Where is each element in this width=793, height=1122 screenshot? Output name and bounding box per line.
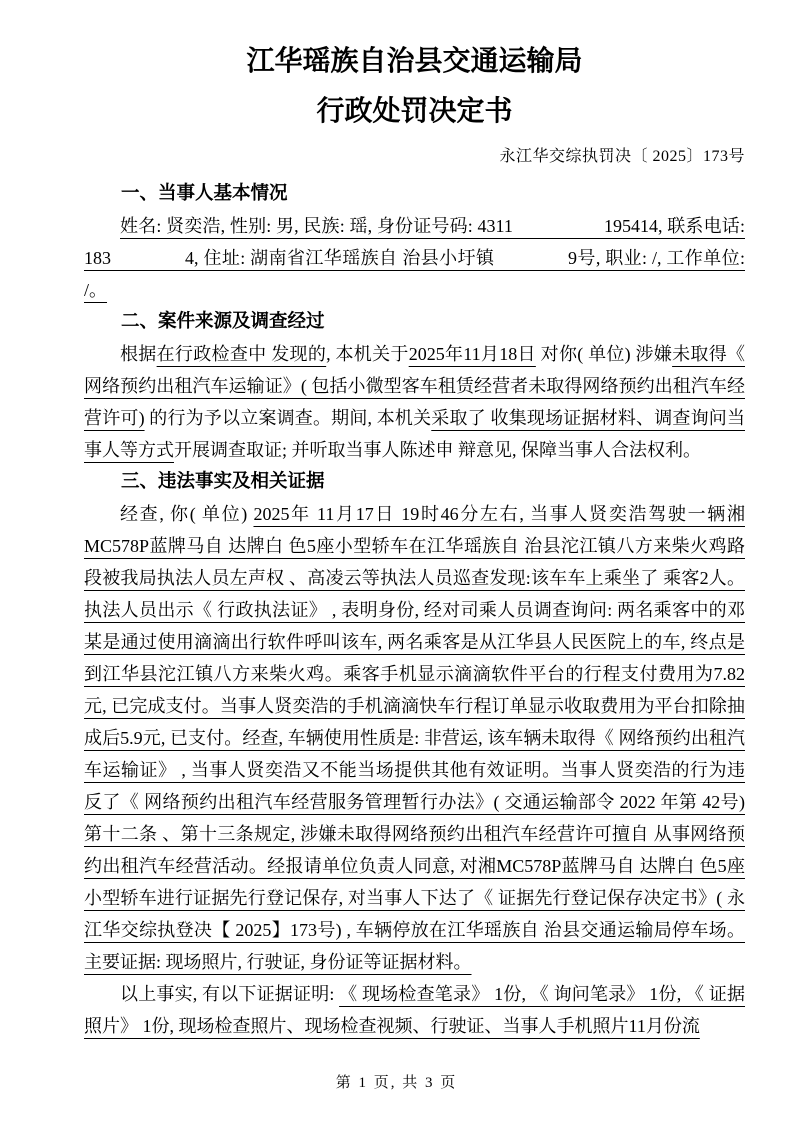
filled-in-value: 在行政检查中 发现的 [156, 344, 327, 364]
page-footer [0, 1071, 793, 1092]
document-number: 永江华交综执罚决〔 2025〕173号 [499, 148, 745, 165]
section-1-heading: 一、当事人基本情况 [121, 184, 288, 204]
printed-template-text: 开展调查取证; 并听取当事人陈述申 辩意见, 保障当事人合法权利。 [174, 440, 701, 460]
printed-template-text: , 本机关于 [326, 344, 409, 364]
filled-in-value: 未取得《 网络预约出租汽车运输证》( 包括小微型客车租赁经营者未取得网络预约出租汽车经营许可) [84, 344, 746, 428]
printed-template-text: 根据 [120, 344, 157, 364]
page-title-line1: 江华瑶族自治县交通运输局 [246, 45, 583, 76]
filled-in-value: 《 现场检查笔录》 1份, 《 询问笔录》 1份, 《 证据照片》 1份, 现场检查照片、现场检查视频、行驶证、当事人手机照片11月份流 [84, 984, 746, 1036]
filled-in-value: 2025年11月18日 [408, 344, 536, 364]
evidence-list-paragraph [84, 978, 745, 1042]
violation-facts-paragraph [84, 498, 745, 978]
case-source-paragraph [84, 338, 745, 466]
printed-template-text: 经查, 你( 单位) [120, 504, 254, 524]
party-basic-info-paragraph [84, 210, 745, 306]
filled-in-value: 2025年 11月17日 19时46分左右, 当事人贤奕浩驾驶一辆湘MC578P蓝牌马自 达牌白 色5座小型轿车在江华瑶族自 治县沱江镇八方来柴火鸡路段被我局执法人员左声权 、高凌云等执法人员巡查发现:该车车上乘坐了 乘客2人。执法人员出示《 行政执法证》 , 表明身份, 经对司乘人员调查询问: 两名乘客中的邓某是通过使用滴滴出行软件呼叫该车, 两名乘客是从江华县人民医院上的车, 终点是到江华县沱江镇八方来柴火鸡。乘客手机显示滴滴软件平台的行程支付费用为7.82元, 已完成支付。当事人贤奕浩的手机滴滴快车行程订单显示收取费用为平台扣除抽成后5.9元, 已支付。经查, 车辆使用性质是: 非营运, 该车辆未取得《 网络预约出租汽车运输证》 , 当事人贤奕浩又不能当场提供其他有效证明。当事人贤奕浩的行为违反了《 网络预约出租汽车经营服务管理暂行办法》( 交通运输部令 2022 年第 42号) 第十二条 、第十三条规定, 涉嫌未取得网络预约出租汽车经营许可擅自 从事网络预约出租汽车经营活动。经报请单位负责人同意, 对湘MC578P蓝牌马自 达牌白 色5座小型轿车进行证据先行登记保存, 对当事人下达了《 证据先行登记保存决定书》( 永江华交综执登决【 2025】173号) , 车辆停放在江华瑶族自 治县交通运输局停车场。主要证据: 现场照片, 行驶证, 身份证等证据材料。 [84, 504, 745, 972]
printed-template-text: 的行为予以立案调查。期间, 本机关 [144, 408, 432, 428]
document-header [84, 36, 745, 136]
printed-template-text: 以上事实, 有以下证据证明: [120, 984, 340, 1004]
filled-in-value: 姓名: 贤奕浩, 性别: 男, 民族: 瑶, 身份证号码: 4311 195414, 联系电话: 183 4, 住址: 湖南省江华瑶族自 治县小圩镇 9号, 职业: /, 工作单位: /。 [84, 216, 745, 300]
section-2-heading: 二、案件来源及调查经过 [121, 312, 325, 332]
filled-in-value: 采取了 收集现场证据材料、调查询问当事人等方式 [84, 408, 745, 460]
printed-template-text: 对你( 单位) 涉嫌 [535, 344, 673, 364]
section-3-heading: 三、违法事实及相关证据 [121, 472, 325, 492]
document-body [84, 178, 745, 1042]
page-number-text: 第 1 页, 共 3 页 [335, 1075, 458, 1091]
page-title-line2: 行政处罚决定书 [316, 95, 513, 126]
